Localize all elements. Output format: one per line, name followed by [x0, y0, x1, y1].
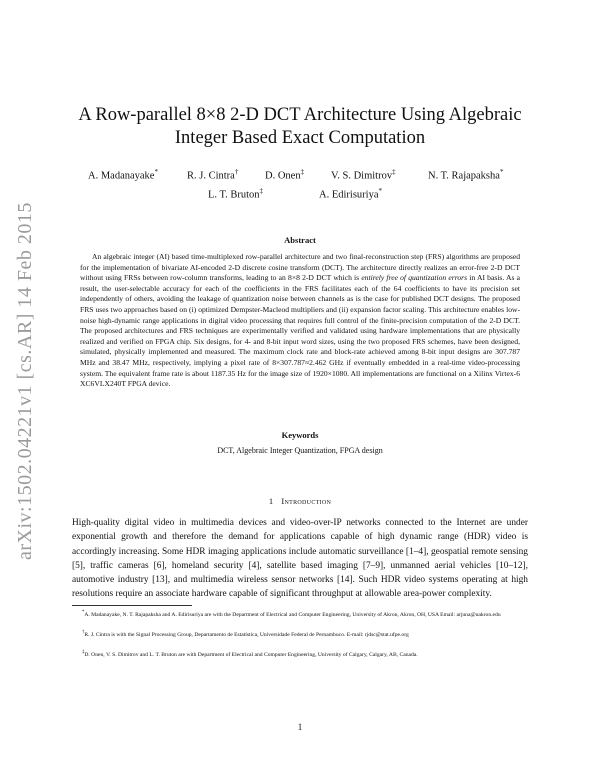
abstract-heading: Abstract [284, 235, 316, 245]
author: N. T. Rajapaksha* [428, 168, 504, 182]
author: D. Onen‡ [265, 168, 305, 182]
arxiv-identifier [10, 200, 40, 560]
author: R. J. Cintra† [187, 168, 239, 182]
section-number: 1 [268, 496, 274, 506]
title-line-1: A Row-parallel 8×8 2-D DCT Architecture Using Algebraic [78, 105, 522, 125]
section-title: Introduction [281, 496, 332, 506]
footnote: †R. J. Cintra is with the Signal Processing Group, Departamento de Estatística, Universidade Federal de Pernambuco. E-mail: rjdsc@stat.ufpe.org [82, 630, 409, 638]
footnote: *A. Madanayake, N. T. Rajapaksha and A. Edirisuriya are with the Department of Electrical and Computer Engineering, University of Akron, Akron, OH, USA Email: arjuna@uakron.edu [82, 610, 501, 618]
abstract-text: An algebraic integer (AI) based time-multiplexed row-parallel architecture and two final-reconstruction step (FRS) algorithms are proposed for the implementation of bivariate AI-encoded 2-D discrete cosine transform (DCT). The architecture directly realizes an error-free 2-D DCT without using FRSs between row-column transforms, leading to an 8×8 2-D DCT which is entirely free of quantization errors in AI basis. As a result, the user-selectable accuracy for each of the coefficients in the FRS facilitates each of the 64 coefficients to have its precision set independently of others, avoiding the leakage of quantization noise between channels as is the case for published DCT designs. The proposed FRS uses two approaches based on (i) optimized Dempster-Macleod multipliers and (ii) expansion factor scaling. This architecture enables low-noise high-dynamic range applications in digital video processing that requires full control of the finite-precision computation of the 2-D DCT. The proposed architectures and FRS techniques are experimentally verified and validated using hardware implementations that are physically realized and verified on FPGA chip. Six designs, for 4- and 8-bit input word sizes, using the two proposed FRS schemes, have been designed, simulated, physically implemented and measured. The maximum clock rate and block-rate achieved among 8-bit input designs are 307.787 MHz and 38.47 MHz, respectively, implying a pixel rate of 8×307.787≈2.462 GHz if eventually embedded in a real-time video-processing system. The equivalent frame rate is about 1187.35 Hz for the image size of 1920×1080. All implementations are functional on a Xilinx Virtex-6 XC6VLX240T FPGA device. [80, 252, 521, 389]
author: L. T. Bruton‡ [208, 187, 264, 201]
section-heading [0, 496, 600, 506]
introduction-paragraph: High-quality digital video in multimedia devices and video-over-IP networks connected to the Internet are under exponential growth and therefore the demand for applications capable of high dynamic range (HDR) video is accordingly increasing. Some HDR imaging applications include automatic surveillance [1–4], geospatial remote sensing [5], traffic cameras [6], homeland security [4], satellite based imaging [7–9], unmanned aerial vehicles [10–12], automotive industry [13], and multimedia wireless sensor networks [14]. Such HDR video systems operating at high resolutions require an associate hardware capable of significant throughput at allowable area-power complexity. [72, 518, 528, 600]
paper-title [60, 104, 540, 150]
arxiv-id-text: arXiv:1502.04221v1 [cs.AR] 14 Feb 2015 [14, 202, 36, 560]
author: V. S. Dimitrov‡ [331, 168, 396, 182]
title-line-2: Integer Based Exact Computation [174, 128, 426, 148]
footnote: ‡D. Onen, V. S. Dimitrov and L. T. Bruton are with Department of Electrical and Computer Engineering, University of Calgary, Calgary, AB, Canada. [82, 650, 418, 658]
author: A. Madanayake* [88, 168, 158, 182]
page-number: 1 [297, 722, 303, 732]
footnote-rule [72, 605, 192, 606]
author: A. Edirisuriya* [319, 187, 382, 201]
keywords-heading: Keywords [281, 430, 319, 440]
keywords-text: DCT, Algebraic Integer Quantization, FPGA design [217, 446, 383, 455]
